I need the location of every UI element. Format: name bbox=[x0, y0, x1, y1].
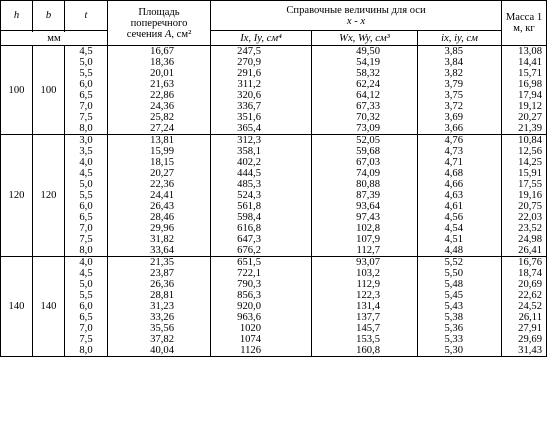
table-row bbox=[1, 201, 547, 212]
mass-cell: 15,91 bbox=[502, 168, 547, 179]
table-row bbox=[1, 90, 547, 101]
thickness-cell: 7,0 bbox=[65, 101, 108, 112]
size-h-cell: 120 bbox=[1, 135, 33, 257]
area-cell: 24,41 bbox=[108, 190, 211, 201]
mass-cell: 14,41 bbox=[502, 57, 547, 68]
thickness-cell: 8,0 bbox=[65, 245, 108, 257]
area-cell: 13,81 bbox=[108, 135, 211, 147]
inertia-cell: 651,5 bbox=[211, 257, 312, 269]
radius-cell: 3,84 bbox=[418, 57, 502, 68]
radius-cell: 5,33 bbox=[418, 334, 502, 345]
table-row bbox=[1, 112, 547, 123]
thickness-cell: 6,5 bbox=[65, 90, 108, 101]
mass-cell: 26,11 bbox=[502, 312, 547, 323]
table-row bbox=[1, 168, 547, 179]
inertia-cell: 444,5 bbox=[211, 168, 312, 179]
inertia-cell: 676,2 bbox=[211, 245, 312, 257]
modulus-cell: 87,39 bbox=[312, 190, 418, 201]
table-row bbox=[1, 234, 547, 245]
modulus-cell: 112,9 bbox=[312, 279, 418, 290]
radius-cell: 3,75 bbox=[418, 90, 502, 101]
table-row bbox=[1, 57, 547, 68]
area-cell: 27,24 bbox=[108, 123, 211, 135]
thickness-cell: 4,5 bbox=[65, 268, 108, 279]
area-cell: 28,46 bbox=[108, 212, 211, 223]
radius-cell: 4,48 bbox=[418, 245, 502, 257]
inertia-cell: 524,3 bbox=[211, 190, 312, 201]
thickness-cell: 4,0 bbox=[65, 157, 108, 168]
radius-cell: 5,30 bbox=[418, 345, 502, 357]
inertia-cell: 920,0 bbox=[211, 301, 312, 312]
mass-cell: 23,52 bbox=[502, 223, 547, 234]
inertia-cell: 485,3 bbox=[211, 179, 312, 190]
area-cell: 31,23 bbox=[108, 301, 211, 312]
modulus-cell: 49,50 bbox=[312, 46, 418, 58]
radius-cell: 3,85 bbox=[418, 46, 502, 58]
thickness-cell: 7,5 bbox=[65, 112, 108, 123]
thickness-cell: 4,5 bbox=[65, 168, 108, 179]
thickness-cell: 5,5 bbox=[65, 190, 108, 201]
mass-cell: 24,52 bbox=[502, 301, 547, 312]
area-cell: 40,04 bbox=[108, 345, 211, 357]
thickness-cell: 3,0 bbox=[65, 135, 108, 147]
table-body bbox=[1, 46, 547, 357]
radius-cell: 5,36 bbox=[418, 323, 502, 334]
table-row bbox=[1, 223, 547, 234]
inertia-cell: 312,3 bbox=[211, 135, 312, 147]
thickness-cell: 5,0 bbox=[65, 179, 108, 190]
radius-cell: 4,63 bbox=[418, 190, 502, 201]
radius-cell: 5,50 bbox=[418, 268, 502, 279]
thickness-cell: 4,0 bbox=[65, 257, 108, 269]
thickness-cell: 7,5 bbox=[65, 234, 108, 245]
header-section-modulus: Wx, Wy, см³ bbox=[312, 31, 418, 46]
inertia-cell: 856,3 bbox=[211, 290, 312, 301]
area-cell: 21,35 bbox=[108, 257, 211, 269]
inertia-cell: 598,4 bbox=[211, 212, 312, 223]
thickness-cell: 7,0 bbox=[65, 223, 108, 234]
table-row bbox=[1, 135, 547, 147]
inertia-cell: 311,2 bbox=[211, 79, 312, 90]
inertia-cell: 616,8 bbox=[211, 223, 312, 234]
inertia-cell: 561,8 bbox=[211, 201, 312, 212]
thickness-cell: 6,5 bbox=[65, 212, 108, 223]
area-cell: 23,87 bbox=[108, 268, 211, 279]
thickness-cell: 6,0 bbox=[65, 79, 108, 90]
thickness-cell: 7,5 bbox=[65, 334, 108, 345]
mass-cell: 17,55 bbox=[502, 179, 547, 190]
modulus-cell: 93,07 bbox=[312, 257, 418, 269]
mass-cell: 17,94 bbox=[502, 90, 547, 101]
area-cell: 31,82 bbox=[108, 234, 211, 245]
size-h-cell: 100 bbox=[1, 46, 33, 135]
inertia-cell: 647,3 bbox=[211, 234, 312, 245]
modulus-cell: 160,8 bbox=[312, 345, 418, 357]
mass-cell: 19,12 bbox=[502, 101, 547, 112]
modulus-cell: 112,7 bbox=[312, 245, 418, 257]
inertia-cell: 790,3 bbox=[211, 279, 312, 290]
modulus-cell: 52,05 bbox=[312, 135, 418, 147]
table-row bbox=[1, 245, 547, 257]
radius-cell: 5,45 bbox=[418, 290, 502, 301]
table-row bbox=[1, 268, 547, 279]
table-row bbox=[1, 79, 547, 90]
header-moment-of-inertia: Ix, Iy, см⁴ bbox=[211, 31, 312, 46]
modulus-cell: 103,2 bbox=[312, 268, 418, 279]
mass-cell: 16,76 bbox=[502, 257, 547, 269]
table-row bbox=[1, 101, 547, 112]
thickness-cell: 3,5 bbox=[65, 146, 108, 157]
area-cell: 24,36 bbox=[108, 101, 211, 112]
area-cell: 25,82 bbox=[108, 112, 211, 123]
radius-cell: 5,43 bbox=[418, 301, 502, 312]
area-cell: 29,96 bbox=[108, 223, 211, 234]
inertia-cell: 963,6 bbox=[211, 312, 312, 323]
modulus-cell: 153,5 bbox=[312, 334, 418, 345]
inertia-cell: 247,5 bbox=[211, 46, 312, 58]
area-cell: 28,81 bbox=[108, 290, 211, 301]
modulus-cell: 70,32 bbox=[312, 112, 418, 123]
thickness-cell: 5,5 bbox=[65, 290, 108, 301]
mass-cell: 19,16 bbox=[502, 190, 547, 201]
table-row bbox=[1, 312, 547, 323]
area-cell: 16,67 bbox=[108, 46, 211, 58]
mass-cell: 22,03 bbox=[502, 212, 547, 223]
radius-cell: 4,61 bbox=[418, 201, 502, 212]
table-row bbox=[1, 190, 547, 201]
inertia-cell: 336,7 bbox=[211, 101, 312, 112]
radius-cell: 3,66 bbox=[418, 123, 502, 135]
modulus-cell: 97,43 bbox=[312, 212, 418, 223]
table-row bbox=[1, 146, 547, 157]
mass-cell: 24,98 bbox=[502, 234, 547, 245]
area-cell: 18,15 bbox=[108, 157, 211, 168]
inertia-cell: 722,1 bbox=[211, 268, 312, 279]
radius-cell: 4,66 bbox=[418, 179, 502, 190]
thickness-cell: 4,5 bbox=[65, 46, 108, 58]
area-cell: 21,63 bbox=[108, 79, 211, 90]
header-t: t bbox=[65, 1, 108, 31]
table-row bbox=[1, 345, 547, 357]
table-row bbox=[1, 179, 547, 190]
radius-cell: 4,73 bbox=[418, 146, 502, 157]
radius-cell: 4,71 bbox=[418, 157, 502, 168]
radius-cell: 5,48 bbox=[418, 279, 502, 290]
inertia-cell: 358,1 bbox=[211, 146, 312, 157]
area-cell: 20,01 bbox=[108, 68, 211, 79]
area-cell: 15,99 bbox=[108, 146, 211, 157]
thickness-cell: 5,0 bbox=[65, 279, 108, 290]
modulus-cell: 64,12 bbox=[312, 90, 418, 101]
modulus-cell: 80,88 bbox=[312, 179, 418, 190]
mass-cell: 20,69 bbox=[502, 279, 547, 290]
modulus-cell: 58,32 bbox=[312, 68, 418, 79]
header-b: b bbox=[33, 1, 65, 31]
table-row bbox=[1, 279, 547, 290]
table-row bbox=[1, 290, 547, 301]
area-cell: 33,26 bbox=[108, 312, 211, 323]
mass-cell: 18,74 bbox=[502, 268, 547, 279]
modulus-cell: 59,68 bbox=[312, 146, 418, 157]
modulus-cell: 67,33 bbox=[312, 101, 418, 112]
modulus-cell: 137,7 bbox=[312, 312, 418, 323]
mass-cell: 14,25 bbox=[502, 157, 547, 168]
modulus-cell: 67,03 bbox=[312, 157, 418, 168]
inertia-cell: 1126 bbox=[211, 345, 312, 357]
mass-cell: 21,39 bbox=[502, 123, 547, 135]
mass-cell: 31,43 bbox=[502, 345, 547, 357]
table-row bbox=[1, 323, 547, 334]
radius-cell: 3,72 bbox=[418, 101, 502, 112]
mass-cell: 16,98 bbox=[502, 79, 547, 90]
size-b-cell: 100 bbox=[33, 46, 65, 135]
modulus-cell: 54,19 bbox=[312, 57, 418, 68]
thickness-cell: 6,0 bbox=[65, 201, 108, 212]
radius-cell: 4,76 bbox=[418, 135, 502, 147]
area-cell: 18,36 bbox=[108, 57, 211, 68]
table-row bbox=[1, 257, 547, 269]
modulus-cell: 73,09 bbox=[312, 123, 418, 135]
radius-cell: 5,52 bbox=[418, 257, 502, 269]
radius-cell: 4,56 bbox=[418, 212, 502, 223]
table-row bbox=[1, 46, 547, 58]
inertia-cell: 270,9 bbox=[211, 57, 312, 68]
table-row bbox=[1, 123, 547, 135]
header-h: h bbox=[1, 1, 33, 31]
thickness-cell: 7,0 bbox=[65, 323, 108, 334]
size-b-cell: 120 bbox=[33, 135, 65, 257]
modulus-cell: 145,7 bbox=[312, 323, 418, 334]
mass-cell: 15,71 bbox=[502, 68, 547, 79]
modulus-cell: 107,9 bbox=[312, 234, 418, 245]
table-row bbox=[1, 334, 547, 345]
thickness-cell: 5,0 bbox=[65, 57, 108, 68]
thickness-cell: 6,0 bbox=[65, 301, 108, 312]
mass-cell: 20,75 bbox=[502, 201, 547, 212]
table-row bbox=[1, 68, 547, 79]
mass-cell: 10,84 bbox=[502, 135, 547, 147]
mass-cell: 26,41 bbox=[502, 245, 547, 257]
mass-cell: 29,69 bbox=[502, 334, 547, 345]
thickness-cell: 8,0 bbox=[65, 345, 108, 357]
table-row bbox=[1, 157, 547, 168]
mass-cell: 20,27 bbox=[502, 112, 547, 123]
radius-cell: 4,54 bbox=[418, 223, 502, 234]
radius-cell: 4,68 bbox=[418, 168, 502, 179]
radius-cell: 3,79 bbox=[418, 79, 502, 90]
area-cell: 35,56 bbox=[108, 323, 211, 334]
size-b-cell: 140 bbox=[33, 257, 65, 357]
area-cell: 26,43 bbox=[108, 201, 211, 212]
area-cell: 37,82 bbox=[108, 334, 211, 345]
header-mass: Масса 1 м, кг bbox=[502, 1, 547, 46]
area-cell: 22,86 bbox=[108, 90, 211, 101]
size-h-cell: 140 bbox=[1, 257, 33, 357]
inertia-cell: 351,6 bbox=[211, 112, 312, 123]
inertia-cell: 1020 bbox=[211, 323, 312, 334]
modulus-cell: 122,3 bbox=[312, 290, 418, 301]
inertia-cell: 365,4 bbox=[211, 123, 312, 135]
mass-cell: 27,91 bbox=[502, 323, 547, 334]
inertia-cell: 402,2 bbox=[211, 157, 312, 168]
header-reference-values: Справочные величины для оси x - x bbox=[211, 1, 502, 31]
thickness-cell: 5,5 bbox=[65, 68, 108, 79]
mass-cell: 12,56 bbox=[502, 146, 547, 157]
radius-cell: 3,69 bbox=[418, 112, 502, 123]
inertia-cell: 320,6 bbox=[211, 90, 312, 101]
modulus-cell: 102,8 bbox=[312, 223, 418, 234]
inertia-cell: 1074 bbox=[211, 334, 312, 345]
radius-cell: 4,51 bbox=[418, 234, 502, 245]
radius-cell: 5,38 bbox=[418, 312, 502, 323]
thickness-cell: 6,5 bbox=[65, 312, 108, 323]
mass-cell: 22,62 bbox=[502, 290, 547, 301]
thickness-cell: 8,0 bbox=[65, 123, 108, 135]
radius-cell: 3,82 bbox=[418, 68, 502, 79]
header-radius-of-gyration: ix, iy, см bbox=[418, 31, 502, 46]
modulus-cell: 62,24 bbox=[312, 79, 418, 90]
header-area: Площадь поперечного сечения A, см² bbox=[108, 1, 211, 46]
area-cell: 20,27 bbox=[108, 168, 211, 179]
area-cell: 26,36 bbox=[108, 279, 211, 290]
mass-cell: 13,08 bbox=[502, 46, 547, 58]
area-cell: 33,64 bbox=[108, 245, 211, 257]
modulus-cell: 131,4 bbox=[312, 301, 418, 312]
table-row bbox=[1, 212, 547, 223]
inertia-cell: 291,6 bbox=[211, 68, 312, 79]
modulus-cell: 93,64 bbox=[312, 201, 418, 212]
header-units-mm: мм bbox=[1, 31, 108, 46]
area-cell: 22,36 bbox=[108, 179, 211, 190]
modulus-cell: 74,09 bbox=[312, 168, 418, 179]
table-row bbox=[1, 301, 547, 312]
